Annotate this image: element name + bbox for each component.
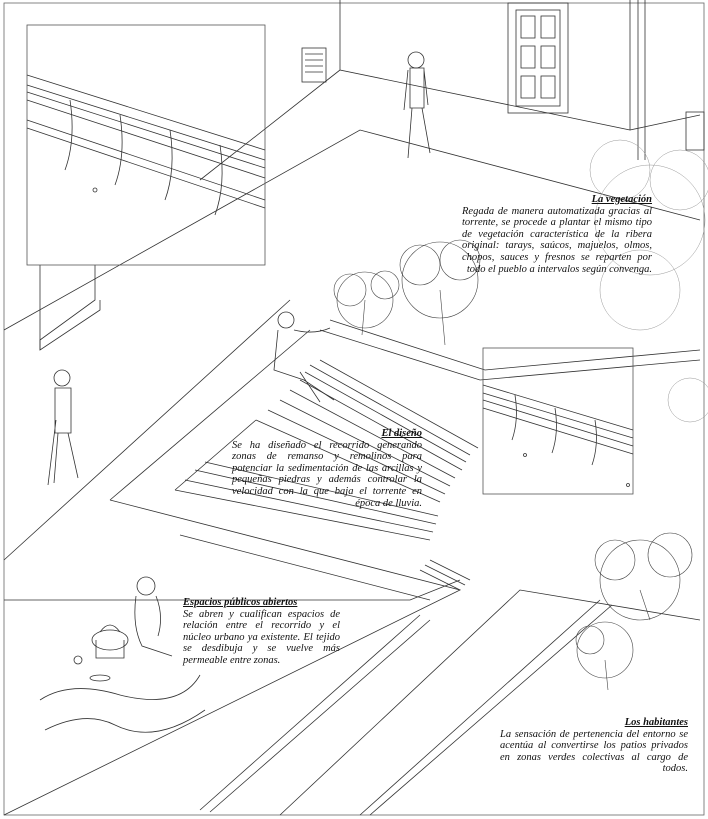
picnic-basket <box>92 630 128 650</box>
annotation-espacios-title: Espacios públicos abiertos <box>183 597 298 608</box>
channel-detail-inset-2 <box>483 348 633 494</box>
annotation-diseno <box>232 428 422 509</box>
building <box>200 0 704 180</box>
annotation-diseno-title: El diseño <box>381 428 422 439</box>
annotation-espacios <box>183 597 340 667</box>
person-walking <box>404 52 430 158</box>
annotation-vegetacion <box>462 194 652 275</box>
annotation-diseno-body: Se ha diseñado el recorrido generando zonas de remanso y remolinos para potenciar la sedimentación de las arcillas y pequeñas piedras y además controlar la velocidad con la que baja el torrente en época de lluvia. <box>232 439 422 509</box>
annotation-habitantes-body: La sensación de pertenencia del entorno se acentúa al convertirse los patios privados en zonas verdes colectivas al cargo de todos. <box>500 728 688 775</box>
annotation-espacios-body: Se abren y cualifican espacios de relación entre el recorrido y el núcleo urbano ya existente. El tejido se desdibuja y se vuelve más permeable entre zonas. <box>183 608 340 666</box>
tree-large-right <box>590 140 708 422</box>
annotation-habitantes-title: Los habitantes <box>624 717 688 728</box>
building-door <box>508 3 568 113</box>
tree-group-habitantes <box>576 533 692 690</box>
sheet-border <box>4 3 704 815</box>
annotation-vegetacion-title: La vegetación <box>591 194 652 205</box>
wall-vent <box>302 48 326 82</box>
person-with-cane <box>48 370 78 485</box>
annotation-habitantes <box>500 717 688 775</box>
tree-group-vegetacion <box>334 240 480 345</box>
channel-detail-inset <box>27 25 265 265</box>
plate <box>90 675 110 681</box>
person-seated-stairs <box>274 312 334 402</box>
annotation-vegetacion-body: Regada de manera automatizada gracias al torrente, se procede a plantar el mismo tipo de vegetación característica de la ribera original: tarays, saúcos, majuelos, olmos, chopos, sauces y fresnos se reparten por todo el pueblo a intervalos según convenga. <box>462 205 652 275</box>
